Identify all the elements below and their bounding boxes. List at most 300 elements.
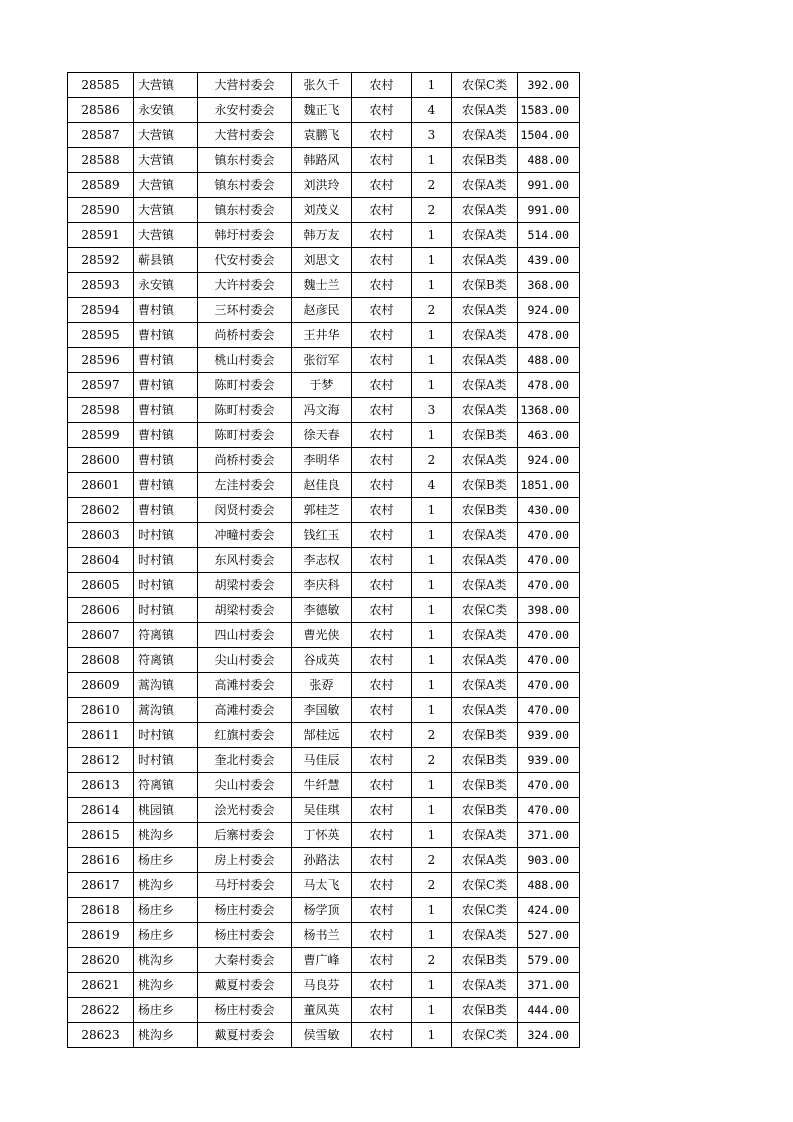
record-id-cell: 28589 xyxy=(68,173,134,198)
town-cell: 蒿沟镇 xyxy=(134,698,198,723)
person-name-cell: 谷成英 xyxy=(292,648,352,673)
person-name-cell: 刘茂义 xyxy=(292,198,352,223)
amount-cell: 371.00 xyxy=(518,973,580,998)
household-type-cell: 农村 xyxy=(352,873,412,898)
record-id-cell: 28623 xyxy=(68,1023,134,1048)
insurance-category-cell: 农保A类 xyxy=(452,848,518,873)
amount-cell: 470.00 xyxy=(518,773,580,798)
insurance-category-cell: 农保B类 xyxy=(452,498,518,523)
amount-cell: 470.00 xyxy=(518,673,580,698)
village-committee-cell: 大许村委会 xyxy=(198,273,292,298)
household-type-cell: 农村 xyxy=(352,798,412,823)
record-id-cell: 28620 xyxy=(68,948,134,973)
record-id-cell: 28622 xyxy=(68,998,134,1023)
town-cell: 永安镇 xyxy=(134,273,198,298)
record-id-cell: 28601 xyxy=(68,473,134,498)
household-type-cell: 农村 xyxy=(352,898,412,923)
member-count-cell: 2 xyxy=(412,448,452,473)
amount-cell: 1504.00 xyxy=(518,123,580,148)
person-name-cell: 刘思文 xyxy=(292,248,352,273)
household-type-cell: 农村 xyxy=(352,623,412,648)
town-cell: 曹村镇 xyxy=(134,473,198,498)
amount-cell: 463.00 xyxy=(518,423,580,448)
member-count-cell: 1 xyxy=(412,148,452,173)
record-id-cell: 28611 xyxy=(68,723,134,748)
amount-cell: 470.00 xyxy=(518,798,580,823)
insurance-category-cell: 农保A类 xyxy=(452,223,518,248)
person-name-cell: 董凤英 xyxy=(292,998,352,1023)
household-type-cell: 农村 xyxy=(352,323,412,348)
insurance-category-cell: 农保A类 xyxy=(452,523,518,548)
person-name-cell: 杨书兰 xyxy=(292,923,352,948)
insurance-category-cell: 农保B类 xyxy=(452,273,518,298)
insurance-category-cell: 农保C类 xyxy=(452,898,518,923)
insurance-category-cell: 农保A类 xyxy=(452,448,518,473)
town-cell: 杨庄乡 xyxy=(134,898,198,923)
record-id-cell: 28588 xyxy=(68,148,134,173)
town-cell: 时村镇 xyxy=(134,573,198,598)
amount-cell: 398.00 xyxy=(518,598,580,623)
record-id-cell: 28604 xyxy=(68,548,134,573)
person-name-cell: 李德敏 xyxy=(292,598,352,623)
village-committee-cell: 尚桥村委会 xyxy=(198,448,292,473)
member-count-cell: 1 xyxy=(412,273,452,298)
record-id-cell: 28602 xyxy=(68,498,134,523)
household-type-cell: 农村 xyxy=(352,98,412,123)
record-id-cell: 28597 xyxy=(68,373,134,398)
table-row xyxy=(68,273,580,298)
table-row xyxy=(68,448,580,473)
village-committee-cell: 戴夏村委会 xyxy=(198,973,292,998)
person-name-cell: 曹广峰 xyxy=(292,948,352,973)
insurance-category-cell: 农保B类 xyxy=(452,773,518,798)
person-name-cell: 冯文海 xyxy=(292,398,352,423)
village-committee-cell: 桃山村委会 xyxy=(198,348,292,373)
table-row xyxy=(68,248,580,273)
person-name-cell: 侯雪敏 xyxy=(292,1023,352,1048)
member-count-cell: 1 xyxy=(412,323,452,348)
insurance-category-cell: 农保A类 xyxy=(452,573,518,598)
town-cell: 杨庄乡 xyxy=(134,998,198,1023)
record-id-cell: 28612 xyxy=(68,748,134,773)
household-type-cell: 农村 xyxy=(352,223,412,248)
town-cell: 大营镇 xyxy=(134,123,198,148)
person-name-cell: 吴佳琪 xyxy=(292,798,352,823)
household-type-cell: 农村 xyxy=(352,848,412,873)
member-count-cell: 1 xyxy=(412,898,452,923)
town-cell: 曹村镇 xyxy=(134,323,198,348)
town-cell: 大营镇 xyxy=(134,173,198,198)
amount-cell: 1851.00 xyxy=(518,473,580,498)
table-row xyxy=(68,373,580,398)
member-count-cell: 1 xyxy=(412,598,452,623)
insurance-category-cell: 农保A类 xyxy=(452,673,518,698)
town-cell: 曹村镇 xyxy=(134,498,198,523)
person-name-cell: 韩万友 xyxy=(292,223,352,248)
insurance-category-cell: 农保A类 xyxy=(452,323,518,348)
household-type-cell: 农村 xyxy=(352,348,412,373)
table-row xyxy=(68,748,580,773)
insurance-category-cell: 农保A类 xyxy=(452,298,518,323)
table-row xyxy=(68,948,580,973)
person-name-cell: 郭桂芝 xyxy=(292,498,352,523)
table-row xyxy=(68,823,580,848)
person-name-cell: 张衍军 xyxy=(292,348,352,373)
town-cell: 杨庄乡 xyxy=(134,923,198,948)
town-cell: 杨庄乡 xyxy=(134,848,198,873)
person-name-cell: 张孬 xyxy=(292,673,352,698)
record-id-cell: 28600 xyxy=(68,448,134,473)
amount-cell: 430.00 xyxy=(518,498,580,523)
household-type-cell: 农村 xyxy=(352,498,412,523)
insurance-category-cell: 农保C类 xyxy=(452,598,518,623)
record-id-cell: 28617 xyxy=(68,873,134,898)
member-count-cell: 3 xyxy=(412,398,452,423)
insurance-category-cell: 农保A类 xyxy=(452,173,518,198)
town-cell: 大营镇 xyxy=(134,223,198,248)
record-id-cell: 28616 xyxy=(68,848,134,873)
household-type-cell: 农村 xyxy=(352,573,412,598)
town-cell: 桃沟乡 xyxy=(134,823,198,848)
insurance-category-cell: 农保B类 xyxy=(452,473,518,498)
person-name-cell: 赵彦民 xyxy=(292,298,352,323)
household-type-cell: 农村 xyxy=(352,273,412,298)
record-id-cell: 28598 xyxy=(68,398,134,423)
person-name-cell: 魏正飞 xyxy=(292,98,352,123)
insurance-category-cell: 农保C类 xyxy=(452,873,518,898)
village-committee-cell: 陈町村委会 xyxy=(198,423,292,448)
amount-cell: 991.00 xyxy=(518,173,580,198)
town-cell: 时村镇 xyxy=(134,598,198,623)
record-id-cell: 28607 xyxy=(68,623,134,648)
village-committee-cell: 镇东村委会 xyxy=(198,198,292,223)
town-cell: 时村镇 xyxy=(134,548,198,573)
amount-cell: 579.00 xyxy=(518,948,580,973)
person-name-cell: 魏士兰 xyxy=(292,273,352,298)
person-name-cell: 赵佳良 xyxy=(292,473,352,498)
amount-cell: 371.00 xyxy=(518,823,580,848)
village-committee-cell: 陈町村委会 xyxy=(198,373,292,398)
member-count-cell: 2 xyxy=(412,948,452,973)
amount-cell: 470.00 xyxy=(518,623,580,648)
member-count-cell: 1 xyxy=(412,423,452,448)
village-committee-cell: 冲疃村委会 xyxy=(198,523,292,548)
table-row xyxy=(68,698,580,723)
member-count-cell: 2 xyxy=(412,723,452,748)
town-cell: 曹村镇 xyxy=(134,423,198,448)
record-id-cell: 28586 xyxy=(68,98,134,123)
village-committee-cell: 浍光村委会 xyxy=(198,798,292,823)
table-row xyxy=(68,198,580,223)
member-count-cell: 3 xyxy=(412,123,452,148)
amount-cell: 514.00 xyxy=(518,223,580,248)
amount-cell: 488.00 xyxy=(518,873,580,898)
person-name-cell: 徐天春 xyxy=(292,423,352,448)
record-id-cell: 28592 xyxy=(68,248,134,273)
insurance-category-cell: 农保B类 xyxy=(452,748,518,773)
amount-cell: 478.00 xyxy=(518,323,580,348)
amount-cell: 924.00 xyxy=(518,448,580,473)
household-type-cell: 农村 xyxy=(352,598,412,623)
village-committee-cell: 杨庄村委会 xyxy=(198,923,292,948)
village-committee-cell: 东风村委会 xyxy=(198,548,292,573)
household-type-cell: 农村 xyxy=(352,773,412,798)
person-name-cell: 孙路法 xyxy=(292,848,352,873)
town-cell: 永安镇 xyxy=(134,98,198,123)
village-committee-cell: 四山村委会 xyxy=(198,623,292,648)
household-type-cell: 农村 xyxy=(352,1023,412,1048)
record-id-cell: 28606 xyxy=(68,598,134,623)
record-id-cell: 28614 xyxy=(68,798,134,823)
village-committee-cell: 镇东村委会 xyxy=(198,173,292,198)
member-count-cell: 1 xyxy=(412,648,452,673)
table-row xyxy=(68,498,580,523)
village-committee-cell: 高滩村委会 xyxy=(198,698,292,723)
table-body xyxy=(68,73,580,1048)
table-row xyxy=(68,1023,580,1048)
person-name-cell: 钱红玉 xyxy=(292,523,352,548)
household-type-cell: 农村 xyxy=(352,423,412,448)
amount-cell: 392.00 xyxy=(518,73,580,98)
member-count-cell: 2 xyxy=(412,198,452,223)
amount-cell: 368.00 xyxy=(518,273,580,298)
amount-cell: 444.00 xyxy=(518,998,580,1023)
insurance-category-cell: 农保B类 xyxy=(452,423,518,448)
village-committee-cell: 陈町村委会 xyxy=(198,398,292,423)
village-committee-cell: 大秦村委会 xyxy=(198,948,292,973)
member-count-cell: 1 xyxy=(412,73,452,98)
town-cell: 蒿沟镇 xyxy=(134,673,198,698)
amount-cell: 424.00 xyxy=(518,898,580,923)
record-id-cell: 28609 xyxy=(68,673,134,698)
insurance-category-cell: 农保A类 xyxy=(452,548,518,573)
table-row xyxy=(68,98,580,123)
table-row xyxy=(68,673,580,698)
record-id-cell: 28613 xyxy=(68,773,134,798)
amount-cell: 527.00 xyxy=(518,923,580,948)
insurance-category-cell: 农保A类 xyxy=(452,198,518,223)
insurance-category-cell: 农保A类 xyxy=(452,248,518,273)
village-committee-cell: 尖山村委会 xyxy=(198,648,292,673)
member-count-cell: 1 xyxy=(412,773,452,798)
person-name-cell: 郜桂远 xyxy=(292,723,352,748)
table-row xyxy=(68,598,580,623)
village-committee-cell: 大营村委会 xyxy=(198,123,292,148)
member-count-cell: 1 xyxy=(412,798,452,823)
record-id-cell: 28621 xyxy=(68,973,134,998)
person-name-cell: 李国敏 xyxy=(292,698,352,723)
amount-cell: 324.00 xyxy=(518,1023,580,1048)
village-committee-cell: 高滩村委会 xyxy=(198,673,292,698)
member-count-cell: 2 xyxy=(412,173,452,198)
amount-cell: 470.00 xyxy=(518,548,580,573)
member-count-cell: 1 xyxy=(412,923,452,948)
person-name-cell: 李志权 xyxy=(292,548,352,573)
person-name-cell: 王井华 xyxy=(292,323,352,348)
household-type-cell: 农村 xyxy=(352,923,412,948)
amount-cell: 470.00 xyxy=(518,523,580,548)
table-row xyxy=(68,148,580,173)
record-id-cell: 28610 xyxy=(68,698,134,723)
table-row xyxy=(68,423,580,448)
household-type-cell: 农村 xyxy=(352,723,412,748)
insurance-category-cell: 农保A类 xyxy=(452,648,518,673)
town-cell: 符离镇 xyxy=(134,648,198,673)
table-row xyxy=(68,298,580,323)
town-cell: 桃沟乡 xyxy=(134,948,198,973)
town-cell: 桃沟乡 xyxy=(134,1023,198,1048)
village-committee-cell: 奎北村委会 xyxy=(198,748,292,773)
record-id-cell: 28587 xyxy=(68,123,134,148)
insurance-category-cell: 农保A类 xyxy=(452,123,518,148)
town-cell: 时村镇 xyxy=(134,748,198,773)
table-row xyxy=(68,573,580,598)
town-cell: 曹村镇 xyxy=(134,448,198,473)
member-count-cell: 1 xyxy=(412,248,452,273)
household-type-cell: 农村 xyxy=(352,548,412,573)
person-name-cell: 李明华 xyxy=(292,448,352,473)
person-name-cell: 刘洪玲 xyxy=(292,173,352,198)
village-committee-cell: 永安村委会 xyxy=(198,98,292,123)
town-cell: 大营镇 xyxy=(134,198,198,223)
village-committee-cell: 胡梁村委会 xyxy=(198,573,292,598)
amount-cell: 470.00 xyxy=(518,698,580,723)
record-id-cell: 28593 xyxy=(68,273,134,298)
record-id-cell: 28595 xyxy=(68,323,134,348)
amount-cell: 478.00 xyxy=(518,373,580,398)
village-committee-cell: 后寨村委会 xyxy=(198,823,292,848)
table-row xyxy=(68,998,580,1023)
member-count-cell: 2 xyxy=(412,848,452,873)
village-committee-cell: 胡梁村委会 xyxy=(198,598,292,623)
insurance-category-cell: 农保A类 xyxy=(452,623,518,648)
village-committee-cell: 镇东村委会 xyxy=(198,148,292,173)
member-count-cell: 1 xyxy=(412,548,452,573)
record-id-cell: 28585 xyxy=(68,73,134,98)
town-cell: 桃沟乡 xyxy=(134,873,198,898)
member-count-cell: 1 xyxy=(412,673,452,698)
member-count-cell: 1 xyxy=(412,373,452,398)
household-type-cell: 农村 xyxy=(352,373,412,398)
town-cell: 桃园镇 xyxy=(134,798,198,823)
town-cell: 符离镇 xyxy=(134,623,198,648)
table-row xyxy=(68,623,580,648)
household-type-cell: 农村 xyxy=(352,948,412,973)
household-type-cell: 农村 xyxy=(352,73,412,98)
record-id-cell: 28618 xyxy=(68,898,134,923)
household-type-cell: 农村 xyxy=(352,523,412,548)
amount-cell: 1368.00 xyxy=(518,398,580,423)
insurance-category-cell: 农保C类 xyxy=(452,73,518,98)
town-cell: 时村镇 xyxy=(134,723,198,748)
member-count-cell: 2 xyxy=(412,748,452,773)
household-type-cell: 农村 xyxy=(352,148,412,173)
person-name-cell: 杨学顶 xyxy=(292,898,352,923)
amount-cell: 991.00 xyxy=(518,198,580,223)
person-name-cell: 马太飞 xyxy=(292,873,352,898)
household-type-cell: 农村 xyxy=(352,123,412,148)
village-committee-cell: 尖山村委会 xyxy=(198,773,292,798)
town-cell: 大营镇 xyxy=(134,148,198,173)
village-committee-cell: 左洼村委会 xyxy=(198,473,292,498)
village-committee-cell: 戴夏村委会 xyxy=(198,1023,292,1048)
person-name-cell: 袁鹏飞 xyxy=(292,123,352,148)
member-count-cell: 1 xyxy=(412,223,452,248)
person-name-cell: 马佳辰 xyxy=(292,748,352,773)
amount-cell: 903.00 xyxy=(518,848,580,873)
insurance-category-cell: 农保B类 xyxy=(452,798,518,823)
village-committee-cell: 红旗村委会 xyxy=(198,723,292,748)
record-id-cell: 28594 xyxy=(68,298,134,323)
town-cell: 大营镇 xyxy=(134,73,198,98)
village-committee-cell: 杨庄村委会 xyxy=(198,898,292,923)
village-committee-cell: 尚桥村委会 xyxy=(198,323,292,348)
household-type-cell: 农村 xyxy=(352,448,412,473)
record-id-cell: 28590 xyxy=(68,198,134,223)
town-cell: 时村镇 xyxy=(134,523,198,548)
amount-cell: 488.00 xyxy=(518,148,580,173)
amount-cell: 488.00 xyxy=(518,348,580,373)
household-type-cell: 农村 xyxy=(352,973,412,998)
household-type-cell: 农村 xyxy=(352,698,412,723)
person-name-cell: 韩路风 xyxy=(292,148,352,173)
table-row xyxy=(68,773,580,798)
amount-cell: 939.00 xyxy=(518,748,580,773)
member-count-cell: 1 xyxy=(412,623,452,648)
village-committee-cell: 杨庄村委会 xyxy=(198,998,292,1023)
table-row xyxy=(68,323,580,348)
household-type-cell: 农村 xyxy=(352,248,412,273)
village-committee-cell: 韩圩村委会 xyxy=(198,223,292,248)
member-count-cell: 2 xyxy=(412,298,452,323)
insurance-category-cell: 农保B类 xyxy=(452,998,518,1023)
person-name-cell: 牛纤慧 xyxy=(292,773,352,798)
member-count-cell: 1 xyxy=(412,1023,452,1048)
table-row xyxy=(68,548,580,573)
household-type-cell: 农村 xyxy=(352,173,412,198)
record-id-cell: 28605 xyxy=(68,573,134,598)
household-type-cell: 农村 xyxy=(352,398,412,423)
person-name-cell: 于梦 xyxy=(292,373,352,398)
record-id-cell: 28596 xyxy=(68,348,134,373)
household-type-cell: 农村 xyxy=(352,673,412,698)
member-count-cell: 1 xyxy=(412,573,452,598)
table-row xyxy=(68,348,580,373)
village-committee-cell: 房上村委会 xyxy=(198,848,292,873)
person-name-cell: 丁怀英 xyxy=(292,823,352,848)
table-row xyxy=(68,173,580,198)
member-count-cell: 1 xyxy=(412,498,452,523)
insurance-category-cell: 农保B类 xyxy=(452,948,518,973)
household-type-cell: 农村 xyxy=(352,298,412,323)
insurance-category-cell: 农保A类 xyxy=(452,973,518,998)
amount-cell: 470.00 xyxy=(518,648,580,673)
amount-cell: 470.00 xyxy=(518,573,580,598)
member-count-cell: 1 xyxy=(412,998,452,1023)
table-row xyxy=(68,723,580,748)
table-row xyxy=(68,873,580,898)
member-count-cell: 1 xyxy=(412,973,452,998)
amount-cell: 439.00 xyxy=(518,248,580,273)
village-committee-cell: 代安村委会 xyxy=(198,248,292,273)
table-row xyxy=(68,123,580,148)
table-row xyxy=(68,648,580,673)
village-committee-cell: 闵贤村委会 xyxy=(198,498,292,523)
record-id-cell: 28599 xyxy=(68,423,134,448)
record-id-cell: 28591 xyxy=(68,223,134,248)
household-type-cell: 农村 xyxy=(352,998,412,1023)
assistance-table xyxy=(67,72,580,1048)
